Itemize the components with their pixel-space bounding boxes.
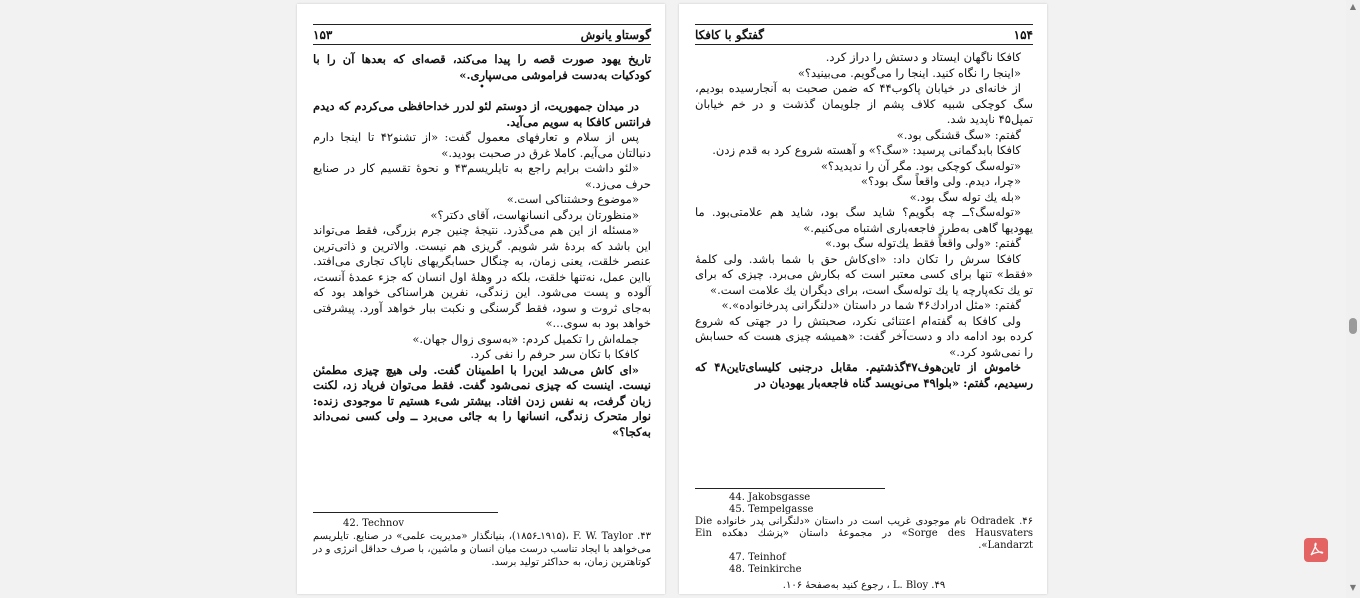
paragraph: «چرا، دیدم. ولی واقعاً سگ بود؟» (860, 174, 1021, 188)
page-154 (679, 4, 1047, 594)
paragraph: پس از سلام و تعارفهای معمول گفت: «از تشنو۴۲ تا اینجا دارم دنبالتان می‌آیم. کاملا غرق در صحبت بودید.» (313, 130, 651, 160)
scroll-down-icon[interactable]: ▼ (1349, 583, 1357, 592)
paragraph: «بله یك توله سگ بود.» (909, 189, 1021, 204)
paragraph: کافکا بابدگمانی پرسید: «سگ؟» و آهسته شروع کرد به قدم زدن. (712, 143, 1021, 157)
footnote-45: 45. Tempelgasse (729, 504, 814, 515)
vertical-scrollbar[interactable] (1346, 0, 1360, 598)
footnote-44: 44. Jakobsgasse (729, 492, 811, 503)
page-body (313, 52, 651, 440)
acrobat-icon (1308, 542, 1324, 558)
paragraph: «ای کاش می‌شد این‌را با اطمینان گفت. ولی هیچ چیزی مطمئن نیست. اینست که چیزی نمی‌شود گفت. فقط می‌توان فریاد زد، لکنت زبان گرفت، به نفس زدن افتاد. بیشتر شیء هستیم تا موجودی زنده: نوار متحرک زندگی، انسانها را به جائی می‌برد ــ ولی کسی نمی‌داند به‌کجا؟» (313, 362, 651, 439)
paragraph: گفتم: «ولی واقعاً فقط یك‌توله سگ بود.» (824, 236, 1021, 250)
running-title: گوستاو یانوش (580, 28, 651, 42)
footnote-47: 47. Teinhof (729, 552, 786, 563)
footnote-42: 42. Technov (343, 518, 405, 529)
paragraph: خاموش از تاین‌هوف۴۷گذشتیم. مقابل درجنبی کلیسای‌تاین۴۸ که رسیدیم، گفتم: «بلوا۴۹ می‌نویسد گناه فاجعه‌بار یهودیان در (695, 360, 1033, 390)
paragraph: «توله‌سگ؟ــ چه بگویم؟ شاید سگ بود، شاید هم علامتی‌بود. ما یهودیها گاهی به‌طرز فاجعه‌باری اشتباه می‌کنیم.» (695, 205, 1033, 235)
paragraph: از خانه‌ای در خیابان پاکوب۴۴ که ضمن صحبت به آنجارسیده بودیم، سگ کوچکی شبیه کلاف پشم از جلویمان گذشت و در خم خیابان تمپل۴۵ ناپدید شد. (695, 81, 1033, 126)
footnote-rule (313, 512, 498, 513)
footnotes (695, 492, 1033, 592)
paragraph: «توله‌سگ کوچکی بود. مگر آن را ندیدید؟» (820, 158, 1021, 173)
page-body (695, 50, 1033, 391)
section-separator: • (479, 82, 485, 93)
page-header (313, 24, 651, 45)
page-number: ۱۵۳ (313, 28, 333, 42)
footnote-rule (695, 488, 885, 489)
page-header (695, 24, 1033, 45)
footnote-46: ۴۶. Odradek نام موجودی غریب است در داستان «دلنگرانی پدر خانواده Die Sorge des Hausvaters» در مجموعهٔ داستان «پزشك دهکده Ein Landarzt». (695, 516, 1034, 551)
footnotes (313, 517, 651, 569)
pdf-icon[interactable] (1304, 538, 1328, 562)
page-number: ۱۵۴ (1013, 28, 1033, 42)
footnote-48: 48. Teinkirche (729, 564, 802, 575)
paragraph: «مسئله از این هم می‌گذرد. نتیجهٔ چنین جرم بزرگی، فقط می‌تواند این باشد که بردهٔ شر شویم. گریزی هم نیست. والاترین و ذاتی‌ترین عنصر خلقت، یعنی زمان، به چنگال حسابگریهای ناپاک تجاری می‌افتد. بااین عمل، نه‌تنها خلقت، بلکه در وهلهٔ اول انسان که جزء عمدهٔ آنست، آلوده و پست می‌شود. این زندگی، نفرین هراسناکی خواهد بود که به‌جای ثروت و سود، فقط گرسنگی و نکبت ببار خواهد آورد. پیشرفتی خواهد بود به سوی...» (313, 223, 651, 330)
page-153 (297, 4, 665, 594)
paragraph: «اینجا را نگاه کنید. اینجا را می‌گویم. می‌بینید؟» (797, 65, 1021, 80)
paragraph: گفتم: «مثل ادرادك۴۶ شما در داستان «دلنگرانی پدرخانواده».» (721, 298, 1021, 312)
paragraph: ولی کافکا به گفته‌ام اعتنائی نکرد، صحبتش را در جهتی که شروع کرده بود ادامه داد و دست‌آخر گفت: «همیشه چیزی هست که حسابش را نمی‌شود کرد.» (695, 313, 1033, 359)
running-title: گفتگو با کافکا (695, 28, 764, 42)
paragraph: کافکا ناگهان ایستاد و دستش را دراز کرد. (825, 50, 1021, 64)
footnote-43: ۴۳. F. W. Taylor ،(۱۹۱۵ـ۱۸۵۶)، بنیانگذار «مدیریت علمی» در صنایع. تایلریسم می‌خواهد با ایجاد تناسب درست میان انسان و ماشین، با صرف حداقل انرژی و در کوتاهترین زمان، به حداکثر تولید برسد. (313, 531, 651, 568)
footnote-49: ۴۹. L. Bloy ، رجوع کنید به‌صفحهٔ ۱۰۶. (782, 580, 946, 591)
paragraph: جمله‌اش را تکمیل کردم: «به‌سوی زوال جهان.» (412, 331, 639, 346)
paragraph: کافکا با تکان سر حرفم را نفی کرد. (470, 347, 639, 361)
paragraph: «لئو داشت برایم راجع به تایلریسم۴۳ و نحوهٔ تقسیم کار در صنایع حرف می‌زد.» (313, 161, 651, 191)
paragraph: گفتم: «سگ قشنگی بود.» (896, 127, 1021, 142)
paragraph: «منظورتان بردگی انسانهاست، آقای دکتر؟» (430, 207, 639, 222)
paragraph: «موضوع وحشتناکی است.» (506, 192, 639, 206)
paragraph: تاریخ یهود صورت قصه را پیدا می‌کند، قصه‌ای که بعدها آن را با کودکیات به‌دست فراموشی می‌سپاری.» (313, 52, 651, 82)
scroll-up-icon[interactable]: ▲ (1349, 2, 1357, 11)
paragraph: در میدان جمهوریت، از دوستم لئو لدرر خداحافظی می‌کردم که دیدم فرانتس کافکا به سویم می‌آید. (313, 99, 651, 129)
paragraph: کافکا سرش را تکان داد: «ای‌کاش حق با شما باشد. ولی کلمهٔ «فقط» تنها برای کسی معتبر است که بکارش می‌برد. چیزی که برای تو یك تکه‌پارچه یا یك توله‌سگ است، برای دیگران یك علامت است.» (695, 251, 1033, 297)
scrollbar-thumb[interactable] (1349, 318, 1357, 334)
